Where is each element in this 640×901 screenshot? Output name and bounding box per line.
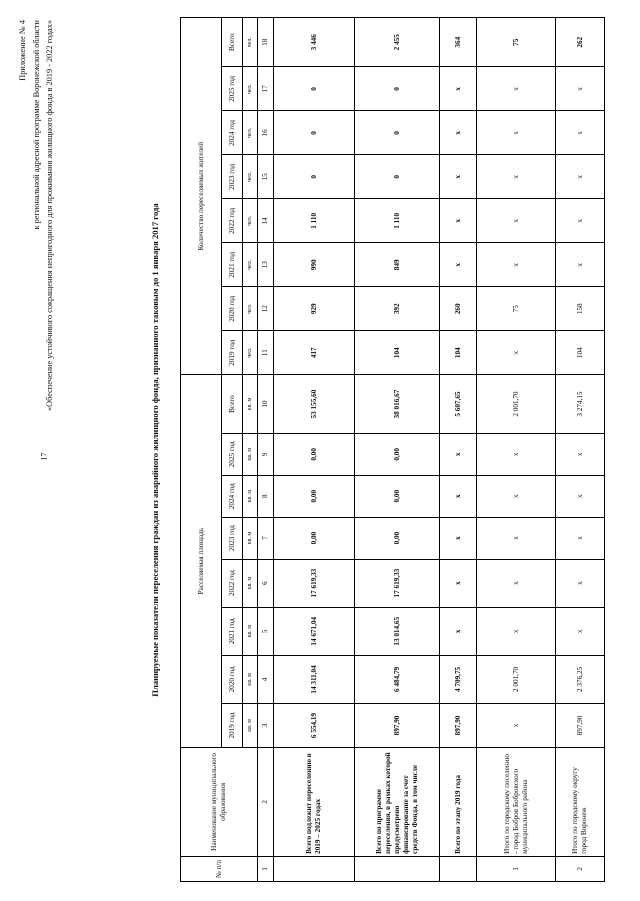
column-number: 11 <box>258 331 274 375</box>
people-total-header: Всего <box>222 18 243 67</box>
people-year-header: 2019 год <box>222 331 243 375</box>
column-number: 8 <box>258 475 274 517</box>
unit-people: чел. <box>243 67 258 111</box>
area-cell: 897,90 <box>355 704 440 748</box>
column-number: 7 <box>258 517 274 559</box>
people-cell: 104 <box>556 331 605 375</box>
area-year-header: 2025 год <box>222 433 243 475</box>
people-cell: 0 <box>355 155 440 199</box>
group-header-area: Расселяемая площадь <box>181 375 222 748</box>
area-year-header: 2019 год <box>222 704 243 748</box>
unit-area: кв. м <box>243 517 258 559</box>
people-cell: x <box>477 67 556 111</box>
people-cell: 158 <box>556 287 605 331</box>
table-row <box>477 18 556 882</box>
people-cell: 0 <box>274 155 355 199</box>
table-row <box>440 18 477 882</box>
area-cell: x <box>556 607 605 655</box>
column-number: 13 <box>258 243 274 287</box>
area-cell: 53 155,60 <box>274 375 355 434</box>
column-number: 18 <box>258 18 274 67</box>
column-number: 3 <box>258 704 274 748</box>
people-cell: 104 <box>355 331 440 375</box>
column-number: 9 <box>258 433 274 475</box>
rotated-page <box>10 10 628 890</box>
column-number: 14 <box>258 199 274 243</box>
area-cell: 0,00 <box>274 517 355 559</box>
unit-people: чел. <box>243 111 258 155</box>
column-number: 15 <box>258 155 274 199</box>
unit-area: кв. м <box>243 704 258 748</box>
row-number: 1 <box>477 856 556 881</box>
unit-area: кв. м <box>243 375 258 434</box>
people-cell: x <box>440 199 477 243</box>
people-year-header: 2020 год <box>222 287 243 331</box>
area-cell: 38 016,67 <box>355 375 440 434</box>
area-cell: x <box>440 607 477 655</box>
column-number: 4 <box>258 655 274 703</box>
row-name: Всего по программе переселения, в рамках которой предусмотрено финансирование за счет средств Фонда, в том числе <box>355 747 440 856</box>
area-cell: 17 619,33 <box>274 559 355 607</box>
area-cell: x <box>440 559 477 607</box>
area-year-header: 2024 год <box>222 475 243 517</box>
area-cell: x <box>556 517 605 559</box>
people-cell: 0 <box>355 111 440 155</box>
area-cell: 6 554,19 <box>274 704 355 748</box>
people-year-header: 2021 год <box>222 243 243 287</box>
area-cell: x <box>556 475 605 517</box>
people-year-header: 2025 год <box>222 67 243 111</box>
area-cell: x <box>440 433 477 475</box>
area-year-header: 2022 год <box>222 559 243 607</box>
area-cell: x <box>477 607 556 655</box>
column-number: 5 <box>258 607 274 655</box>
area-cell: 0,00 <box>274 475 355 517</box>
people-cell: 262 <box>556 18 605 67</box>
people-cell: 929 <box>274 287 355 331</box>
row-number: 2 <box>556 856 605 881</box>
area-cell: x <box>556 559 605 607</box>
area-cell: 897,90 <box>440 704 477 748</box>
people-cell: 0 <box>274 111 355 155</box>
area-year-header: 2020 год <box>222 655 243 703</box>
area-cell: 0,00 <box>355 433 440 475</box>
unit-people: чел. <box>243 243 258 287</box>
people-cell: x <box>556 155 605 199</box>
area-total-header: Всего <box>222 375 243 434</box>
unit-area: кв. м <box>243 559 258 607</box>
people-cell: 1 110 <box>355 199 440 243</box>
unit-people: чел. <box>243 155 258 199</box>
resettlement-table <box>180 17 605 882</box>
column-number: 2 <box>258 747 274 856</box>
people-cell: 392 <box>355 287 440 331</box>
unit-people: чел. <box>243 199 258 243</box>
area-year-header: 2023 год <box>222 517 243 559</box>
annex-block <box>16 20 57 411</box>
area-cell: 0,00 <box>355 517 440 559</box>
area-cell: 14 311,04 <box>274 655 355 703</box>
people-cell: x <box>440 155 477 199</box>
area-cell: x <box>440 475 477 517</box>
row-name: Всего по этапу 2019 года <box>440 747 477 856</box>
table-row <box>274 18 355 882</box>
area-cell: 897,90 <box>556 704 605 748</box>
unit-area: кв. м <box>243 475 258 517</box>
area-cell: 14 671,04 <box>274 607 355 655</box>
unit-area: кв. м <box>243 433 258 475</box>
area-cell: 3 274,15 <box>556 375 605 434</box>
annex-number: Приложение № 4 <box>18 20 27 81</box>
table-row <box>556 18 605 882</box>
people-cell: 364 <box>440 18 477 67</box>
col-header-num: № п/п <box>181 856 258 881</box>
people-cell: x <box>477 331 556 375</box>
area-cell: x <box>556 433 605 475</box>
people-cell: x <box>440 111 477 155</box>
col-header-name: Наименование муниципального образования <box>181 747 258 856</box>
row-name: Итого по городскому поселению - город Бобров Бобровского муниципального района <box>477 747 556 856</box>
area-cell: x <box>477 704 556 748</box>
people-cell: 990 <box>274 243 355 287</box>
row-name: Всего подлежит переселению в 2019 – 2025 годах <box>274 747 355 856</box>
unit-area: кв. м <box>243 655 258 703</box>
group-header-people: Количество переселяемых жителей <box>181 18 222 375</box>
people-cell: 260 <box>440 287 477 331</box>
people-cell: 417 <box>274 331 355 375</box>
unit-people: чел. <box>243 287 258 331</box>
people-cell: x <box>477 199 556 243</box>
people-cell: x <box>440 243 477 287</box>
column-number: 10 <box>258 375 274 434</box>
annex-program: к региональной адресной программе Воронежской области <box>31 20 41 230</box>
area-cell: 2 001,70 <box>477 375 556 434</box>
people-cell: x <box>556 243 605 287</box>
people-cell: 0 <box>274 67 355 111</box>
people-year-header: 2023 год <box>222 155 243 199</box>
people-cell: 0 <box>355 67 440 111</box>
people-cell: 75 <box>477 18 556 67</box>
page-number: 17 <box>39 452 49 461</box>
column-number: 16 <box>258 111 274 155</box>
area-cell: 4 709,75 <box>440 655 477 703</box>
area-cell: 17 619,33 <box>355 559 440 607</box>
column-number: 1 <box>258 856 274 881</box>
unit-area: кв. м <box>243 607 258 655</box>
area-cell: x <box>440 517 477 559</box>
table-row <box>355 18 440 882</box>
people-cell: 2 455 <box>355 18 440 67</box>
people-cell: 849 <box>355 243 440 287</box>
area-cell: 0,00 <box>274 433 355 475</box>
people-year-header: 2024 год <box>222 111 243 155</box>
document-title: Планируемые показатели переселения граждан из аварийного жилищного фонда, признанного таковым до 1 января 2017 года <box>150 203 160 697</box>
area-cell: 6 484,79 <box>355 655 440 703</box>
people-cell: x <box>440 67 477 111</box>
people-cell: x <box>477 111 556 155</box>
people-cell: x <box>477 243 556 287</box>
people-cell: 1 110 <box>274 199 355 243</box>
column-number: 12 <box>258 287 274 331</box>
people-cell: x <box>556 199 605 243</box>
people-cell: x <box>556 67 605 111</box>
area-cell: x <box>477 559 556 607</box>
area-year-header: 2021 год <box>222 607 243 655</box>
column-number: 17 <box>258 67 274 111</box>
people-year-header: 2022 год <box>222 199 243 243</box>
area-cell: 2 001,70 <box>477 655 556 703</box>
unit-people: чел. <box>243 18 258 67</box>
row-number <box>440 856 477 881</box>
row-number <box>274 856 355 881</box>
area-cell: x <box>477 433 556 475</box>
people-cell: 104 <box>440 331 477 375</box>
area-cell: 5 607,65 <box>440 375 477 434</box>
annex-program-title: «Обеспечение устойчивого сокращения непригодного для проживания жилищного фонда в 2019 - 2022 годах» <box>45 20 54 412</box>
column-number: 6 <box>258 559 274 607</box>
area-cell: 13 014,65 <box>355 607 440 655</box>
people-cell: x <box>477 155 556 199</box>
row-name: Итого по городскому округу город Воронеж <box>556 747 605 856</box>
people-cell: 3 446 <box>274 18 355 67</box>
row-number <box>355 856 440 881</box>
area-cell: 0,00 <box>355 475 440 517</box>
people-cell: 75 <box>477 287 556 331</box>
unit-people: чел. <box>243 331 258 375</box>
area-cell: x <box>477 517 556 559</box>
area-cell: x <box>477 475 556 517</box>
area-cell: 2 376,25 <box>556 655 605 703</box>
people-cell: x <box>556 111 605 155</box>
